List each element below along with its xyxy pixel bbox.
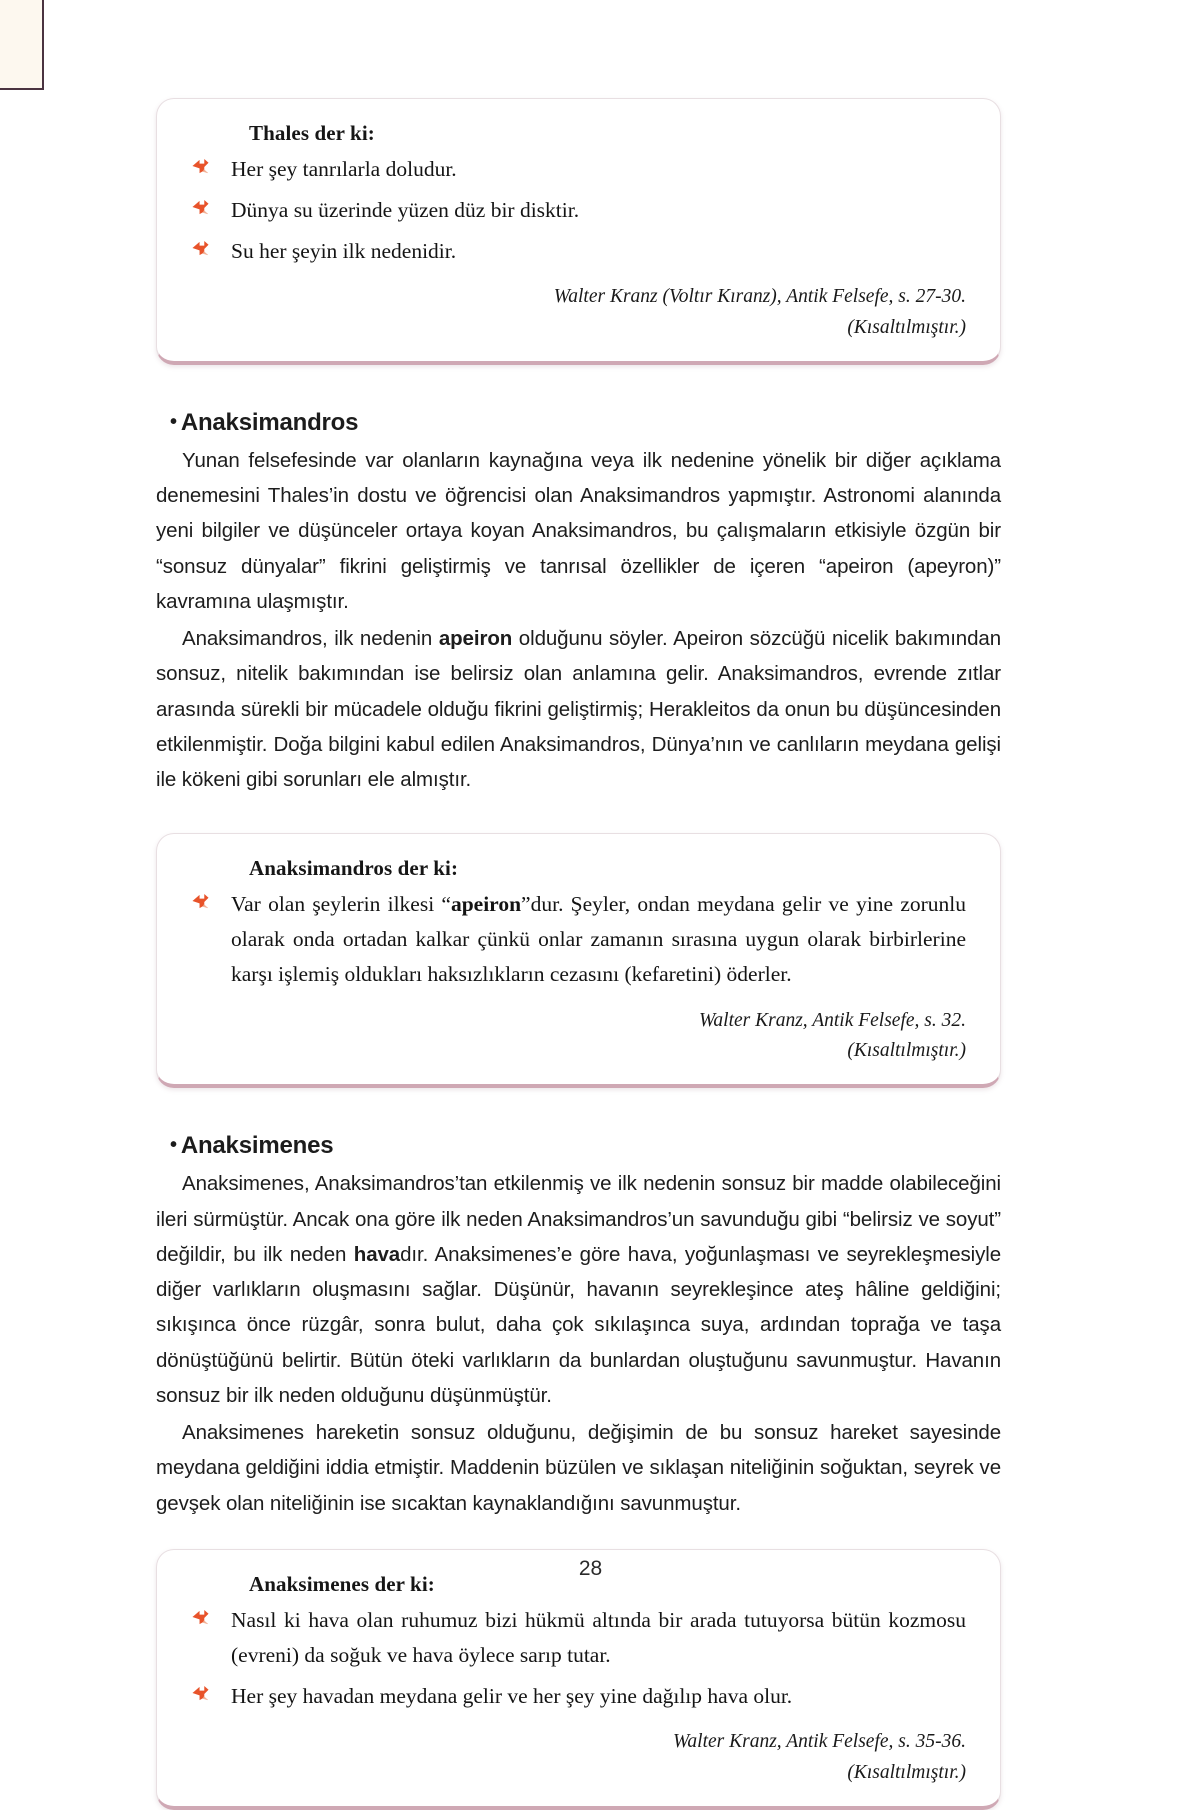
quote-box-title: Anaksimandros der ki: [249,856,459,881]
bullet-dot-icon: • [170,1134,177,1157]
arrow-bullet-icon [191,193,231,216]
quote-box-title: Thales der ki: [249,121,375,145]
quote-list [191,152,966,268]
section-heading-anaksimandros [170,409,1001,437]
body-paragraph: Yunan felsefesinde var olanların kaynağına veya ilk nedenine yönelik bir diğer açıklama denemesini Thales’in dostu ve öğrencisi olan Anaksimandros yapmıştır. Astronomi alanında yeni bilgiler ve düşünceler ortaya koyan Anaksimandros, bu çalışmaların etkisiyle özgün bir “sonsuz dünyalar” fikrini geliştirmiş ve tanrısal özellikler de içeren “apeiron (apeyron)” kavramına ulaşmıştır. [156,448,1001,613]
source-citation: Walter Kranz, Antik Felsefe, s. 32. [698,1009,966,1031]
quote-list-item [191,152,966,187]
bullet-dot-icon: • [170,410,177,433]
source-citation: Walter Kranz, Antik Felsefe, s. 35-36. [672,1731,966,1753]
quote-list [191,1603,966,1713]
corner-registration-mark [0,0,44,90]
quote-list-item [191,1679,966,1714]
source-note: (Kısaltılmıştır.) [847,1040,966,1062]
quote-source [191,1727,966,1787]
source-note: (Kısaltılmıştır.) [847,316,966,338]
quote-list-item [191,887,966,991]
arrow-bullet-icon [191,1603,231,1626]
quote-list-item [191,193,966,228]
page-content [156,98,1001,1810]
arrow-bullet-icon [191,887,231,910]
quote-text: Her şey havadan meydana gelir ve her şey yine dağılıp hava olur. [231,1683,793,1708]
quote-list [191,887,966,991]
quote-source [191,1006,966,1066]
quote-source [191,282,966,342]
spacer [156,1523,1001,1549]
quote-list-item [191,234,966,269]
quote-list-item [191,1603,966,1673]
quote-box-title: Anaksimenes der ki: [249,1571,435,1596]
section-heading-label: Anaksimenes [180,1132,334,1160]
quote-box-anaksimenes [156,1549,1001,1810]
quote-text: Nasıl ki hava olan ruhumuz bizi hükmü altında bir arada tutuyorsa bütün kozmosu (evreni) da soğuk ve hava öylece sarıp tutar. [231,1607,966,1667]
source-citation: Walter Kranz (Voltır Kıranz), Antik Felsefe, s. 27-30. [553,286,966,308]
quote-text: Var olan şeylerin ilkesi “apeiron”dur. Şeyler, ondan meydana gelir ve yine zorunlu olarak onda ortadan kalkar çünkü onlar zamanın sırasına uygun olarak birbirlerine karşı işlemiş oldukları haksızlıkların cezasını (kefaretini) öderler. [231,892,966,987]
body-paragraph: Anaksimenes hareketin sonsuz olduğunu, değişimin de bu sonsuz hareket sayesinde meydana geldiğini iddia etmiştir. Maddenin büzülen ve sıklaşan niteliğinin soğuktan, seyrek ve gevşek olan niteliğinin ise sıcaktan kaynaklandığını savunmuştur. [156,1421,1001,1515]
page-number: 28 [578,1557,603,1580]
arrow-bullet-icon [191,152,231,175]
quote-box-thales [156,98,1001,365]
quote-text: Su her şeyin ilk nedenidir. [231,238,457,263]
body-paragraph: Anaksimandros, ilk nedenin apeiron olduğunu söyler. Apeiron sözcüğü nicelik bakımından sonsuz, nitelik bakımından ise belirsiz olan anlamına gelir. Anaksimandros, evrende zıtlar arasında sürekli bir mücadele olduğu fikrini geliştirmiş; Herakleitos da onun bu düşüncesinden etkilenmiştir. Doğa bilgini kabul edilen Anaksimandros, Dünya’nın ve canlıların meydana gelişi ile kökeni gibi sorunları ele almıştır. [156,627,1001,792]
quote-text: Her şey tanrılarla doludur. [231,157,457,181]
section-heading-anaksimenes [170,1132,1001,1160]
quote-box-anaksimandros [156,833,1001,1088]
arrow-bullet-icon [191,234,231,257]
spacer [156,799,1001,833]
arrow-bullet-icon [191,1679,231,1702]
quote-text: Dünya su üzerinde yüzen düz bir disktir. [231,197,580,222]
source-note: (Kısaltılmıştır.) [847,1761,966,1783]
section-heading-label: Anaksimandros [180,408,359,436]
body-paragraph: Anaksimenes, Anaksimandros’tan etkilenmiş ve ilk nedenin sonsuz bir madde olabileceğini ileri sürmüştür. Ancak ona göre ilk neden Anaksimandros’un savunduğu gibi “belirsiz ve soyut” değildir, bu ilk neden havadır. Anaksimenes’e göre hava, yoğunlaşması ve seyrekleşmesiyle diğer varlıkların oluşmasını sağlar. Düşünür, havanın seyrekleşince ateş hâline geldiğini; sıkışınca önce rüzgâr, sonra bulut, daha çok sıkılaşınca suya, ardından toprağa ve taşa dönüştüğünü belirtir. Bütün öteki varlıkların da bunlardan oluştuğunu savunmuştur. Havanın sonsuz bir ilk neden olduğunu düşünmüştür. [156,1172,1002,1407]
